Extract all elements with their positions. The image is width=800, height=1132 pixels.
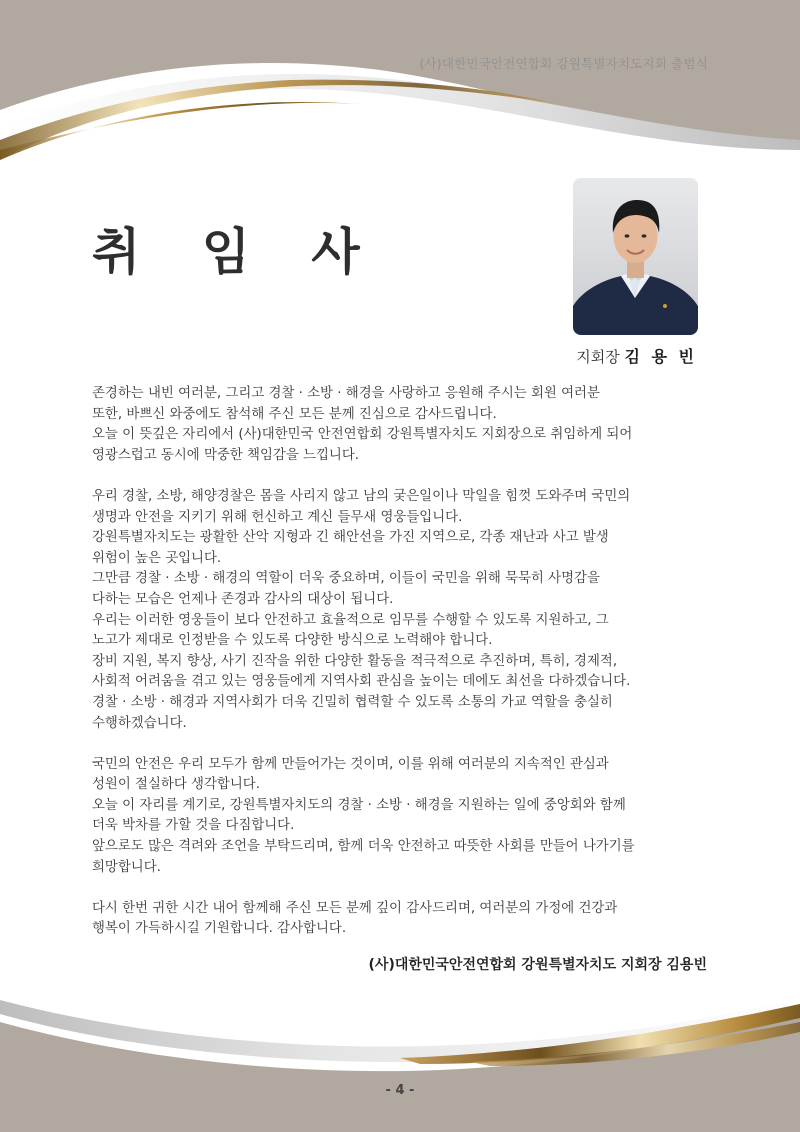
text-line: 오늘 이 뜻깊은 자리에서 (사)대한민국 안전연합회 강원특별자치도 지회장으로 취임하게 되어 [92, 427, 633, 443]
text-line: 앞으로도 많은 격려와 조언을 부탁드리며, 함께 더욱 안전하고 따뜻한 사회를 만들어 나가기를 [92, 839, 635, 855]
top-gold-wave-decoration [0, 0, 800, 180]
paragraph-heroes [92, 487, 708, 734]
paragraph-closing [92, 899, 708, 940]
text-line: 경찰 · 소방 · 해경과 지역사회가 더욱 긴밀히 협력할 수 있도록 소통의 가교 역할을 충실히 [92, 694, 613, 710]
text-line: 다시 한번 귀한 시간 내어 함께해 주신 모든 분께 깊이 감사드리며, 여러분의 가정에 건강과 [92, 900, 618, 916]
text-line: 사회적 어려움을 겪고 있는 영웅들에게 지역사회 관심을 높이는 데에도 최선을 다하겠습니다. [92, 674, 631, 690]
text-line: 우리는 이러한 영웅들이 보다 안전하고 효율적으로 임무를 수행할 수 있도록 지원하고, 그 [92, 612, 609, 628]
text-line: 행복이 가득하시길 기원합니다. 감사합니다. [92, 921, 347, 937]
speech-body [92, 384, 708, 940]
caption-name: 김 용 빈 [624, 347, 697, 366]
text-line: 오늘 이 자리를 계기로, 강원특별자치도의 경찰 · 소방 · 해경을 지원하는 일에 중앙회와 함께 [92, 797, 626, 813]
signature: (사)대한민국안전연합회 강원특별자치도 지회장 김용빈 [368, 957, 707, 973]
text-line: 다하는 모습은 언제나 존경과 감사의 대상이 됩니다. [92, 591, 394, 607]
text-line: 영광스럽고 동시에 막중한 책임감을 느낍니다. [92, 447, 360, 463]
president-caption [576, 344, 697, 367]
text-line: 강원특별자치도는 광활한 산악 지형과 긴 해안선을 가진 지역으로, 각종 재난과 사고 발생 [92, 530, 609, 546]
text-line: 또한, 바쁘신 와중에도 참석해 주신 모든 분께 진심으로 감사드립니다. [92, 406, 497, 422]
text-line: 우리 경찰, 소방, 해양경찰은 몸을 사리지 않고 남의 궂은일이나 막일을 힘껏 도와주며 국민의 [92, 488, 631, 504]
paragraph-greeting [92, 384, 708, 466]
page-title: 취 임 사 [92, 222, 382, 281]
bottom-gold-wave-decoration [0, 992, 800, 1132]
text-line: 그만큼 경찰 · 소방 · 해경의 역할이 더욱 중요하며, 이들이 국민을 위해 묵묵히 사명감을 [92, 571, 600, 587]
text-line: 희망합니다. [92, 859, 161, 875]
event-header-text: (사)대한민국안전연합회 강원특별자치도지회 출범식 [419, 56, 708, 71]
paragraph-support [92, 755, 708, 879]
caption-role: 지회장 [576, 348, 620, 366]
text-line: 성원이 절실하다 생각합니다. [92, 777, 260, 793]
text-line: 국민의 안전은 우리 모두가 함께 만들어가는 것이며, 이를 위해 여러분의 지속적인 관심과 [92, 756, 609, 772]
text-line: 위험이 높은 곳입니다. [92, 550, 222, 566]
text-line: 존경하는 내빈 여러분, 그리고 경찰 · 소방 · 해경을 사랑하고 응원해 주시는 회원 여러분 [92, 386, 600, 401]
text-line: 생명과 안전을 지키기 위해 헌신하고 계신 들무새 영웅들입니다. [92, 509, 463, 525]
text-line: 장비 지원, 복지 향상, 사기 진작을 위한 다양한 활동을 적극적으로 추진하며, 특히, 경제적, [92, 653, 618, 669]
president-portrait-photo [573, 178, 698, 335]
text-line: 더욱 박차를 가할 것을 다짐합니다. [92, 818, 295, 834]
page-number: - 4 - [385, 1083, 415, 1098]
text-line: 수행하겠습니다. [92, 715, 187, 731]
text-line: 노고가 제대로 인정받을 수 있도록 다양한 방식으로 노력해야 합니다. [92, 633, 493, 649]
